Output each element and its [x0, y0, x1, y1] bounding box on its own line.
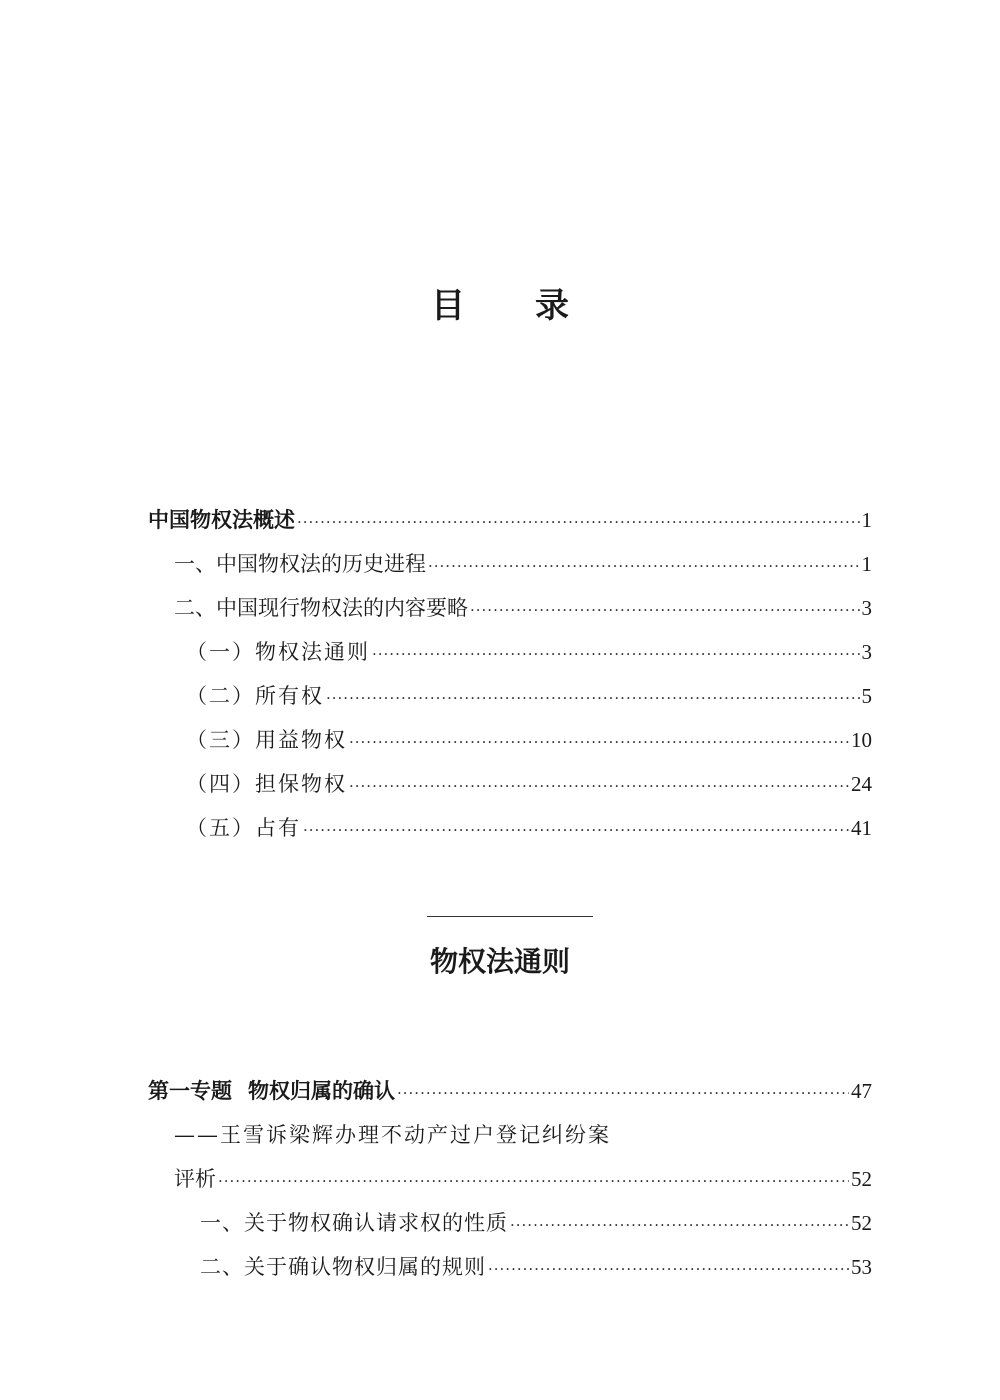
toc-entry[interactable] [148, 762, 872, 806]
toc-entry-page: 10 [851, 728, 872, 752]
leader-dots [510, 1203, 849, 1247]
toc-entry-label: （一）物权法通则 [186, 640, 370, 664]
toc-entry-label: （四）担保物权 [186, 772, 347, 796]
section-divider [427, 916, 593, 917]
page-title [0, 282, 1000, 330]
section-title: 物权法通则 [429, 945, 570, 978]
toc-entry[interactable] [148, 1157, 872, 1201]
toc-entry-page: 53 [851, 1255, 872, 1279]
toc-topic-label [148, 1069, 395, 1113]
toc-entry[interactable] [148, 674, 872, 718]
leader-dots [428, 544, 860, 588]
topic-subtitle: ——王雪诉梁辉办理不动产过户登记纠纷案 [174, 1123, 611, 1147]
toc-entry-label: （三）用益物权 [186, 728, 347, 752]
toc-entry-label: 一、关于物权确认请求权的性质 [200, 1211, 508, 1235]
toc-entry[interactable] [148, 1201, 872, 1245]
toc-entry[interactable] [148, 498, 872, 542]
toc-entry[interactable] [148, 718, 872, 762]
toc-entry-page: 24 [851, 772, 872, 796]
leader-dots [397, 1071, 849, 1115]
toc-entry[interactable] [148, 586, 872, 630]
page-title-part2: 录 [535, 286, 569, 326]
topic-title: 物权归属的确认 [248, 1078, 395, 1103]
leader-dots [218, 1159, 849, 1203]
toc-entry[interactable] [148, 542, 872, 586]
toc-entry-label: 二、中国现行物权法的内容要略 [174, 596, 468, 620]
toc-entry-page: 52 [851, 1211, 872, 1235]
toc-entry-label: 二、关于确认物权归属的规则 [200, 1255, 486, 1279]
leader-dots [303, 808, 849, 852]
leader-dots [349, 764, 849, 808]
toc-entry-page: 47 [851, 1079, 872, 1103]
toc-entry-page: 5 [861, 684, 872, 708]
toc-entry[interactable] [148, 806, 872, 850]
toc-entry-page: 3 [861, 596, 872, 620]
topic-prefix: 第一专题 [148, 1078, 232, 1103]
page-title-part1: 目 [431, 286, 465, 326]
toc-entry-label: 评析 [174, 1167, 216, 1191]
toc-entry-page: 3 [861, 640, 872, 664]
toc-section [148, 1069, 872, 1289]
leader-dots [470, 588, 860, 632]
toc-entry[interactable] [148, 630, 872, 674]
toc-entry-page: 1 [861, 552, 872, 576]
toc-entry-label: （二）所有权 [186, 684, 324, 708]
toc-entry-page: 52 [851, 1167, 872, 1191]
toc-intro [148, 498, 872, 850]
toc-entry-label: （五）占有 [186, 816, 301, 840]
toc-entry[interactable] [148, 1245, 872, 1289]
toc-topic-entry[interactable] [148, 1069, 872, 1113]
toc-entry-page: 1 [861, 508, 872, 532]
leader-dots [349, 720, 849, 764]
leader-dots [326, 676, 860, 720]
toc-entry-label: 中国物权法概述 [148, 507, 295, 532]
toc-entry-page: 41 [851, 816, 872, 840]
leader-dots [297, 500, 860, 544]
leader-dots [488, 1247, 849, 1291]
toc-entry-label: 一、中国物权法的历史进程 [174, 552, 426, 576]
leader-dots [372, 632, 860, 676]
